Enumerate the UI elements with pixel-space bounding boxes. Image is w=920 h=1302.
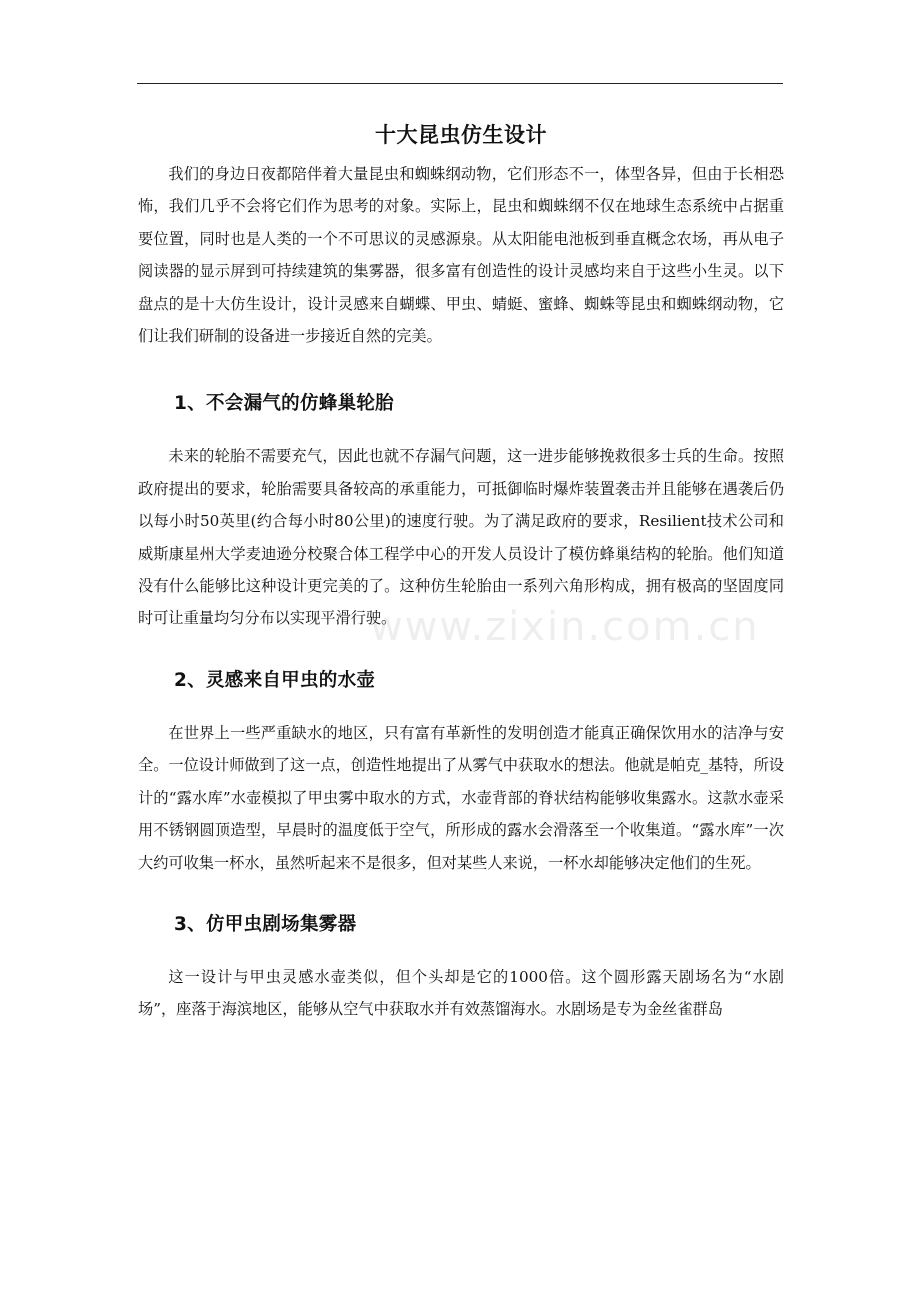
- section-heading-1: 1、不会漏气的仿蜂巢轮胎: [174, 393, 394, 415]
- section-body-3: 这一设计与甲虫灵感水壶类似，但个头却是它的1000倍。这个圆形露天剧场名为“水剧场”，座落于海滨地区，能够从空气中获取水并有效蒸馏海水。水剧场是专为金丝雀群岛: [138, 967, 784, 1019]
- section-heading-3: 3、仿甲虫剧场集雾器: [174, 913, 357, 935]
- section-body-1: 未来的轮胎不需要充气，因此也就不存漏气问题，这一进步能够挽救很多士兵的生命。按照政府提出的要求，轮胎需要具备较高的承重能力，可抵御临时爆炸装置袭击并且能够在遇袭后仍以每小时50英里(约合每小时80公里)的速度行驶。为了满足政府的要求，Resilient技术公司和威斯康星州大学麦迪逊分校聚合体工程学中心的开发人员设计了模仿蜂巢结构的轮胎。他们知道没有什么能够比这种设计更完美的了。这种仿生轮胎由一系列六角形构成，拥有极高的坚固度同时可让重量均匀分布以实现平滑行驶。: [138, 447, 784, 628]
- document-title: 十大昆虫仿生设计: [375, 123, 547, 147]
- intro-paragraph: 我们的身边日夜都陪伴着大量昆虫和蜘蛛纲动物，它们形态不一，体型各异，但由于长相恐怖，我们几乎不会将它们作为思考的对象。实际上，昆虫和蜘蛛纲不仅在地球生态系统中占据重要位置，同时也是人类的一个不可思议的灵感源泉。从太阳能电池板到垂直概念农场，再从电子阅读器的显示屏到可持续建筑的集雾器，很多富有创造性的设计灵感均来自于这些小生灵。以下盘点的是十大仿生设计，设计灵感来自蝴蝶、甲虫、蜻蜓、蜜蜂、蜘蛛等昆虫和蜘蛛纲动物，它们让我们研制的设备进一步接近自然的完美。: [138, 165, 784, 346]
- section-body-2: 在世界上一些严重缺水的地区，只有富有革新性的发明创造才能真正确保饮用水的洁净与安全。一位设计师做到了这一点，创造性地提出了从雾气中获取水的想法。他就是帕克_基特，所设计的“露水库”水壶模拟了甲虫雾中取水的方式，水壶背部的脊状结构能够收集露水。这款水壶采用不锈钢圆顶造型，早晨时的温度低于空气，所形成的露水会滑落至一个收集道。“露水库”一次大约可收集一杯水，虽然听起来不是很多，但对某些人来说，一杯水却能够决定他们的生死。: [138, 723, 784, 872]
- document-body: [138, 112, 784, 1026]
- section-heading-2: 2、灵感来自甲虫的水壶: [174, 669, 376, 691]
- watermark: www.zixin.com.cn: [370, 604, 760, 650]
- header-rule: [137, 83, 783, 84]
